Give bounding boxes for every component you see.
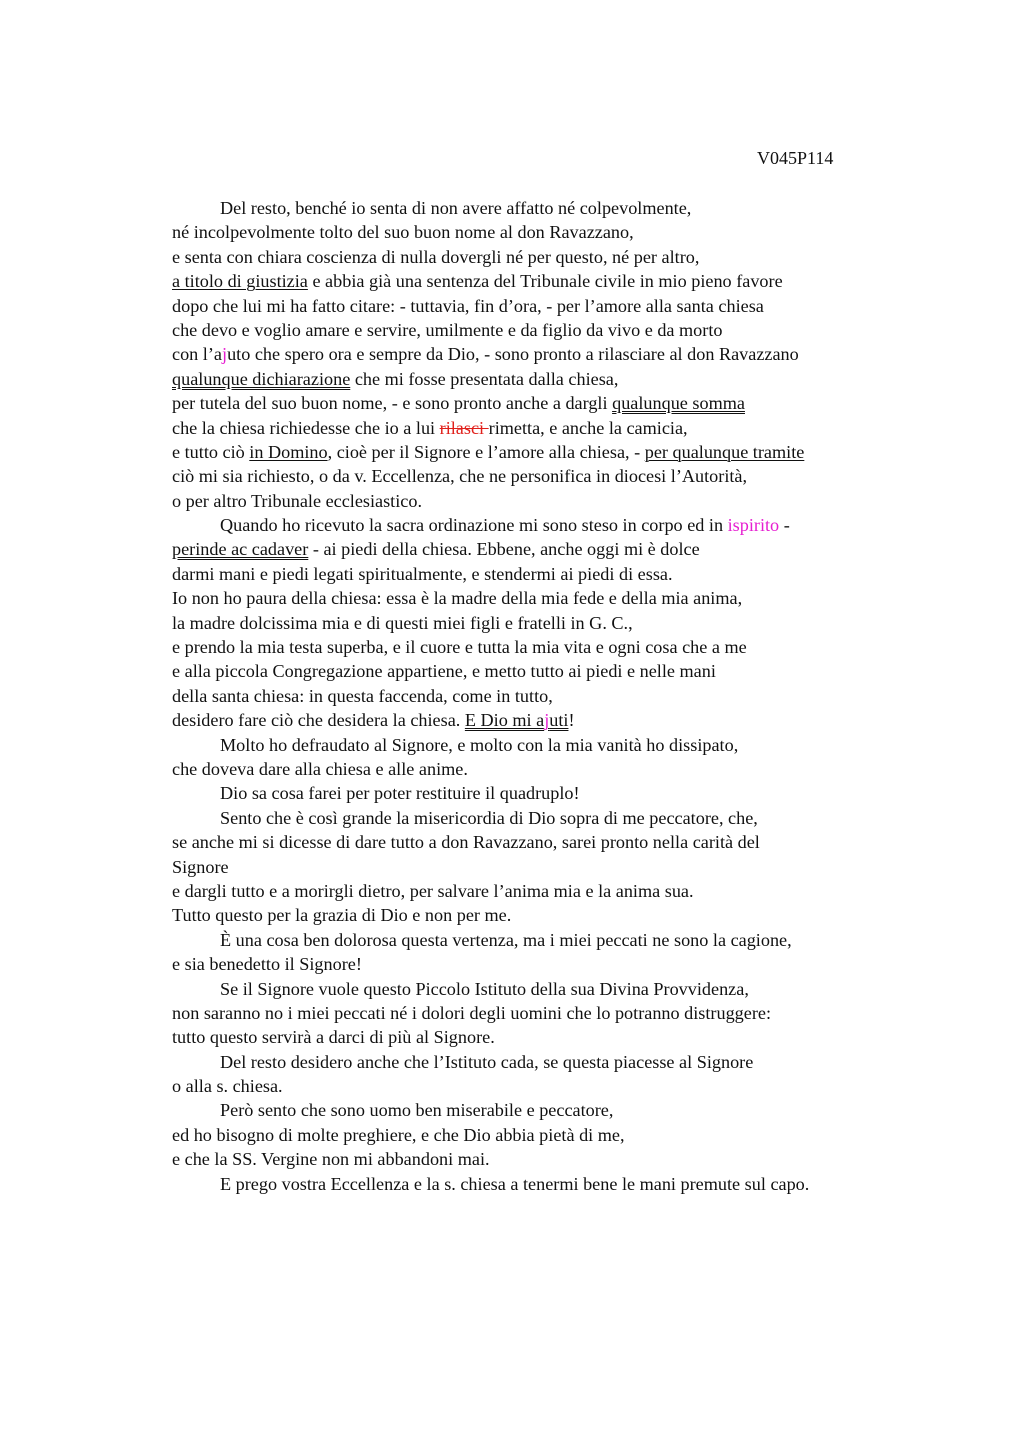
text-line: tutto questo servirà a darci di più al Signore. bbox=[172, 1027, 495, 1048]
text-line: non saranno no i miei peccati né i dolori degli uomini che lo potranno distruggere: bbox=[172, 1002, 772, 1023]
text-line: e dargli tutto e a morirgli dietro, per salvare l’anima mia e la anima sua. bbox=[172, 880, 694, 901]
text-line: che devo e voglio amare e servire, umilmente e da figlio da vivo e da morto bbox=[172, 319, 723, 340]
text-line: Del resto desidero anche che l’Istituto cada, se questa piacesse al Signore bbox=[220, 1051, 754, 1072]
text-line: e alla piccola Congregazione appartiene, e metto tutto ai piedi e nelle mani bbox=[172, 661, 716, 682]
text-line: e sia benedetto il Signore! bbox=[172, 954, 362, 975]
double-underlined-phrase: qualunque dichiarazione bbox=[172, 368, 351, 389]
text-line: Tutto questo per la grazia di Dio e non per me. bbox=[172, 905, 512, 926]
text-line: È una cosa ben dolorosa questa vertenza, ma i miei peccati ne sono la cagione, bbox=[220, 929, 792, 950]
text-line: Se il Signore vuole questo Piccolo Istituto della sua Divina Provvidenza, bbox=[220, 978, 749, 999]
underlined-phrase: in Domino bbox=[249, 441, 328, 462]
double-underlined-phrase: E Dio mi ajuti bbox=[464, 710, 569, 731]
text-line: che la chiesa richiedesse che io a lui rilasci rimetta, e anche la camicia, bbox=[172, 417, 688, 438]
text-line: Del resto, benché io senta di non avere affatto né colpevolmente, bbox=[220, 198, 692, 218]
text-line: ed ho bisogno di molte preghiere, e che Dio abbia pietà di me, bbox=[172, 1124, 625, 1145]
text-line: Sento che è così grande la misericordia di Dio sopra di me peccatore, che, bbox=[220, 807, 758, 828]
underlined-phrase: per qualunque tramite bbox=[644, 441, 805, 462]
inserted-letter: j bbox=[222, 344, 228, 365]
text-line: qualunque dichiarazione che mi fosse presentata dalla chiesa, bbox=[172, 368, 619, 389]
double-underlined-phrase: qualunque somma bbox=[612, 393, 745, 414]
inserted-letter: j bbox=[544, 710, 550, 731]
text-line: a titolo di giustizia e abbia già una sentenza del Tribunale civile in mio pieno favore bbox=[172, 271, 783, 292]
text-line: con l’ajuto che spero ora e sempre da Dio, - sono pronto a rilasciare al don Ravazzano bbox=[172, 344, 799, 365]
text-line: Però sento che sono uomo ben miserabile e peccatore, bbox=[220, 1100, 614, 1121]
text-line: che doveva dare alla chiesa e alle anime. bbox=[172, 758, 468, 779]
text-line: e senta con chiara coscienza di nulla dovergli né per questo, né per altro, bbox=[172, 246, 700, 267]
text-line: e che la SS. Vergine non mi abbandoni mai. bbox=[172, 1149, 490, 1170]
double-underlined-phrase: perinde ac cadaver bbox=[172, 539, 309, 560]
text-line: Dio sa cosa farei per poter restituire il quadruplo! bbox=[220, 783, 580, 804]
text-line: e tutto ciò in Domino, cioè per il Signore e l’amore alla chiesa, - per qualunque tramite bbox=[172, 441, 805, 462]
text-line: la madre dolcissima mia e di questi miei figli e fratelli in G. C., bbox=[172, 612, 633, 633]
text-line: E prego vostra Eccellenza e la s. chiesa a tenermi bene le mani premute sul capo. bbox=[220, 1173, 810, 1194]
text-line: perinde ac cadaver - ai piedi della chiesa. Ebbene, anche oggi mi è dolce bbox=[172, 539, 700, 560]
text-line: ciò mi sia richiesto, o da v. Eccellenza, che ne personifica in diocesi l’Autorità, bbox=[172, 466, 748, 487]
text-line: Io non ho paura della chiesa: essa è la madre della mia fede e della mia anima, bbox=[172, 588, 743, 609]
letter-body bbox=[172, 196, 912, 1196]
text-line: Quando ho ricevuto la sacra ordinazione mi sono steso in corpo ed in ispirito - bbox=[220, 515, 790, 536]
text-line: se anche mi si dicesse di dare tutto a don Ravazzano, sarei pronto nella carità del bbox=[172, 832, 760, 853]
underlined-phrase: a titolo di giustizia bbox=[172, 271, 308, 292]
text-line: della santa chiesa: in questa faccenda, come in tutto, bbox=[172, 685, 553, 706]
text-line: per tutela del suo buon nome, - e sono pronto anche a dargli qualunque somma bbox=[172, 393, 745, 414]
text-line: né incolpevolmente tolto del suo buon nome al don Ravazzano, bbox=[172, 222, 634, 243]
inserted-word: ispirito bbox=[727, 515, 780, 536]
text-line: e prendo la mia testa superba, e il cuore e tutta la mia vita e ogni cosa che a me bbox=[172, 637, 747, 658]
text-line: o alla s. chiesa. bbox=[172, 1076, 283, 1097]
text-line: desidero fare ciò che desidera la chiesa. E Dio mi ajuti! bbox=[172, 710, 575, 731]
text-line: Molto ho defraudato al Signore, e molto con la mia vanità ho dissipato, bbox=[220, 734, 739, 755]
text-line: Signore bbox=[172, 856, 229, 877]
text-line: o per altro Tribunale ecclesiastico. bbox=[172, 490, 423, 511]
text-line: darmi mani e piedi legati spiritualmente, e stendermi ai piedi di essa. bbox=[172, 563, 673, 584]
page-id: V045P114 bbox=[757, 148, 834, 168]
text-line: dopo che lui mi ha fatto citare: - tuttavia, fin d’ora, - per l’amore alla santa chiesa bbox=[172, 295, 764, 316]
deleted-word: rilasci bbox=[439, 417, 489, 438]
